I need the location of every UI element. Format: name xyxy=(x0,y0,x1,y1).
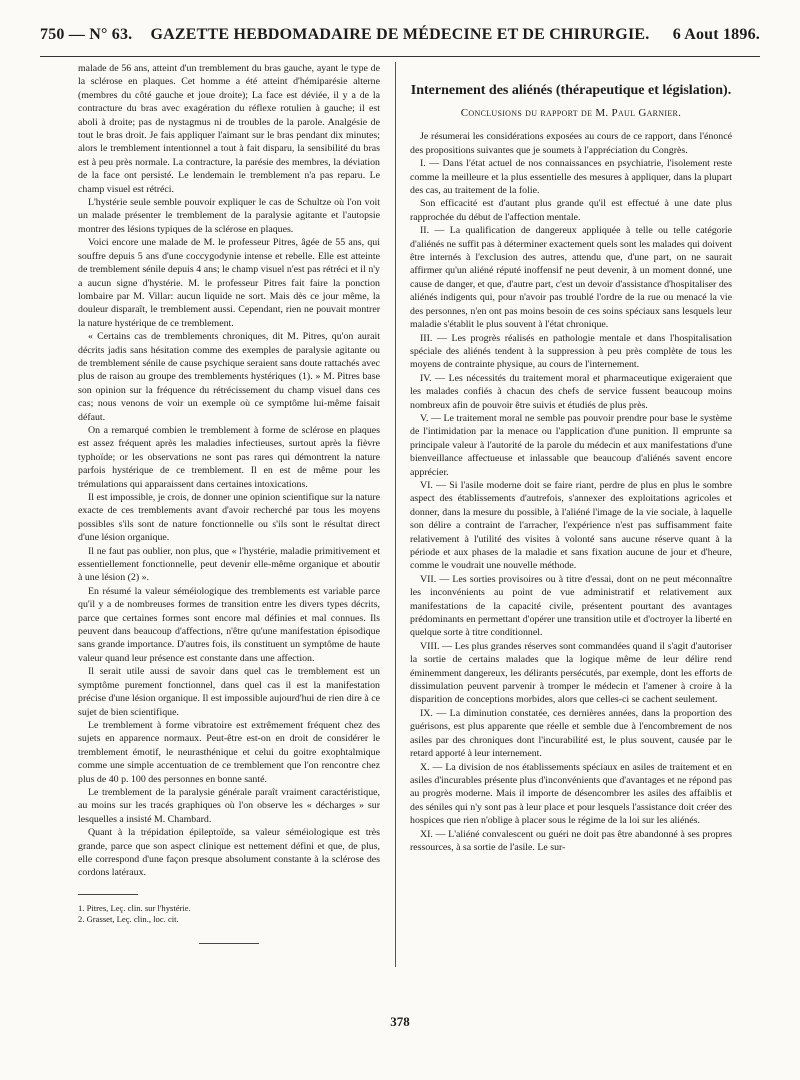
paragraph: IV. — Les nécessités du traitement moral et pharmaceutique exigeraient que les malades confiés à chacun des chefs de service fussent beaucoup moins nombreux afin de pouvoir être suivis et étudiés de plus près. xyxy=(410,372,732,411)
paragraph: malade de 56 ans, atteint d'un tremblement du bras gauche, ayant le type de la sclérose en plaques. Cet homme a été atteint d'hémiparésie alterne (membres du côté gauche et joue droite); La face est déviée, il y a de la contracture du bras avec exagération du réflexe rotulien à gauche; il est aboli à droite; pas de nystagmus ni de troubles de la parole. Analgésie de tout le bras droit. Je fais appliquer l'aimant sur le bras pendant dix minutes; alors le tremblement intentionnel a tout à fait disparu, la sensibilité du bras est à peu près normale. La contracture, la parésie des membres, la déviation de la face ont persisté. Le lendemain le tremblement n'a pas reparu. Le champ visuel est rétréci. xyxy=(78,63,380,195)
paragraph: IX. — La diminution constatée, ces dernières années, dans la proportion des guérisons, est plus apparente que réelle et semble due à l'encombrement de nos asiles par des chroniques dont l'incurabilité est, le plus souvent, causée par le retard apporté à leur internement. xyxy=(410,707,732,760)
article-subtitle: Conclusions du rapport de M. Paul Garnier. xyxy=(460,107,682,119)
column-divider xyxy=(395,62,396,967)
right-column xyxy=(410,62,732,1012)
paragraph: XI. — L'aliéné convalescent ou guéri ne doit pas être abandonné à ses propres ressources, à sa sortie de l'asile. Le sur- xyxy=(410,828,732,853)
paragraph: I. — Dans l'état actuel de nos connaissances en psychiatrie, l'isolement reste comme la meilleure et la plus essentielle des mesures à appliquer, dans la plupart des cas, au traitement de la folie. xyxy=(410,158,732,197)
header-page-issue: 750 — N° 63. xyxy=(40,26,133,43)
header-journal-title: GAZETTE HEBDOMADAIRE DE MÉDECINE ET DE CHIRURGIE. xyxy=(150,26,650,43)
header-date: 6 Aout 1896. xyxy=(672,26,760,43)
footnote-separator xyxy=(78,894,138,895)
paragraph: L'hystérie seule semble pouvoir expliquer le cas de Schultze où l'on voit un malade présenter le tremblement de la paralysie agitante et l'autopsie montrer des lésions typiques de la sclérose en plaques. xyxy=(78,197,380,235)
paragraph: VIII. — Les plus grandes réserves sont commandées quand il s'agit d'autoriser la sortie de certains malades que la logique même de leur délire rend éminemment dangereux, les délirants persécutés, par exemple, dont les efforts de dissimulation peuvent parvenir à tromper le médecin et l'amener à croire à la disparition de conceptions morbides, alors que celles-ci se cachent seulement. xyxy=(410,640,732,706)
footnote: 1. Pitres, Leç. clin. sur l'hystérie. xyxy=(78,902,191,913)
footnotes xyxy=(78,903,380,925)
header-rule xyxy=(40,56,760,57)
paragraph: Le tremblement à forme vibratoire est extrêmement fréquent chez des sujets en apparence normaux. Peut-être est-on en droit de considérer le tremblement émotif, le neurasthénique et celui du goitre exophtalmique comme une simple accentuation de ce tremblement que l'on rencontre chez plus de 40 p. 100 des personnes en bonne santé. xyxy=(78,719,380,785)
left-column xyxy=(78,62,380,1012)
paragraph: III. — Les progrès réalisés en pathologie mentale et dans l'hospitalisation spéciale des aliénés tendent à la suppression à peu près complète de tous les moyens de contrainte physique, au cours de l'internement. xyxy=(410,332,732,371)
paragraph: Quant à la trépidation épileptoïde, sa valeur séméiologique est très grande, parce que son aspect clinique est nettement défini et que, de plus, elle correspond d'une façon presque absolument constante à la sclérose des cordons latéraux. xyxy=(78,827,380,879)
paragraph: Je résumerai les considérations exposées au cours de ce rapport, dans l'énoncé des propositions suivantes que je soumets à l'appréciation du Congrès. xyxy=(410,131,732,156)
paragraph: Il est impossible, je crois, de donner une opinion scientifique sur la nature exacte de ces tremblements avant d'avoir recherché par tous les moyens possibles s'ils sont de nature fonctionnelle ou s'ils sont le résultat direct d'une lésion organique. xyxy=(78,492,380,544)
paragraph: On a remarqué combien le tremblement à forme de sclérose en plaques est assez fréquent après les maladies infectieuses, surtout après la fièvre typhoïde; or les observations ne sont pas rares qui démontrent la nature parfois hystérique de ce tremblement. Il en est de même pour les trémulations qui apparaissent dans certaines intoxications. xyxy=(78,424,380,490)
article-title: Internement des aliénés (thérapeutique et législation). xyxy=(410,83,732,98)
paragraph: Il serait utile aussi de savoir dans quel cas le tremblement est un symptôme purement fonctionnel, dans quel cas il est la manifestation précise d'une lésion organique. Il est impossible aujourd'hui de rien dire à ce sujet de bien scientifique. xyxy=(78,666,380,718)
page-number: 378 xyxy=(390,1014,410,1029)
paragraph: V. — Le traitement moral ne semble pas pouvoir prendre pour base le système de l'intimidation par la menace ou l'application d'une punition. Il emprunte sa principale valeur à l'autorité de la parole du médecin et aux manifestations d'une bienveillance affectueuse et inlassable que beaucoup d'aliénés savent encore apprécier. xyxy=(410,412,732,478)
paragraph: VII. — Les sorties provisoires ou à titre d'essai, dont on ne peut méconnaître les inconvénients au point de vue administratif et relativement aux manifestations de la capacité civile, présentent pourtant des avantages prédominants en permettant d'opérer une transition utile et d'octroyer la liberté en quelque sorte à titre conditionnel. xyxy=(410,573,732,639)
paragraph: X. — La division de nos établissements spéciaux en asiles de traitement et en asiles d'incurables présente plus d'inconvénients que d'avantages et ne répond pas au progrès moderne. Mais il importe de désencombrer les asiles des affaiblis et des séniles qui n'y sont pas à leur place et pour lesquels l'assistance doit créer des hospices que rien n'oblige à placer sous le régime de la loi sur les aliénés. xyxy=(410,761,732,827)
end-rule xyxy=(199,943,259,944)
paragraph: Son efficacité est d'autant plus grande qu'il est effectué à une date plus rapprochée du début de l'affection mentale. xyxy=(410,198,732,223)
running-header xyxy=(40,26,760,50)
paragraph: En résumé la valeur séméiologique des tremblements est variable parce qu'il y a de nombreuses formes de transition entre les divers types décrits, parce que certaines formes sont encore mal définies et mal connues. Ils peuvent dans beaucoup d'affections, n'être qu'une manifestation épisodique sans grande importance. D'autres fois, ils constituent un symptôme de haute valeur quand leur présence est constante dans une affection. xyxy=(78,585,380,664)
paragraph: II. — La qualification de dangereux appliquée à telle ou telle catégorie d'aliénés ne suffit pas à déterminer exactement quels sont les malades qui doivent être internés à l'exclusion des autres, attendu que, d'une part, on ne saurait affirmer qu'un aliéné réputé inoffensif ne peut devenir, à un moment donné, une cause de danger, et que, d'autre part, c'est un devoir d'assistance d'hospitaliser des aliénés indigents qui, pour n'avoir pas troublé l'ordre de la rue ou menacé la vie des personnes, n'en ont pas moins besoin de ces soins spéciaux sans lesquels leur maladie s'établit le plus souvent à l'état chronique. xyxy=(410,225,732,331)
paragraph: Il ne faut pas oublier, non plus, que « l'hystérie, maladie primitivement et essentiellement fonctionnelle, peut devenir elle-même organique et aboutir à une lésion (2) ». xyxy=(78,545,380,584)
footnote: 2. Grasset, Leç. clin., loc. cit. xyxy=(78,913,179,924)
paragraph: Voici encore une malade de M. le professeur Pitres, âgée de 55 ans, qui souffre depuis 5 ans d'une coccygodynie intense et rebelle. Elle est atteinte de tremblement sénile depuis 4 ans; le champ visuel n'est pas rétréci et il n'y a aucun signe d'hystérie. M. le professeur Pitres fait faire la ponction lombaire par M. Villar: aucun liquide ne sort. Mais dès ce jour même, la douleur disparaît, le tremblement aussi. Cependant, rien ne pouvait montrer la nature hystérique de ce tremblement. xyxy=(78,237,380,329)
paragraph: « Certains cas de tremblements chroniques, dit M. Pitres, qu'on aurait décrits jadis sans hésitation comme des exemples de paralysie agitante ou de tremblement sénile de cause psychique seraient sans doute rattachés avec plus de raison au groupe des tremblements hystériques (1). » M. Pitres base son opinion sur la fréquence du rétrécissement du champ visuel dans ces cas; nous venons de voir un exemple où ce symptôme lui-même faisait défaut. xyxy=(78,331,380,423)
paragraph: Le tremblement de la paralysie générale paraît vraiment caractéristique, au moins sur les tracés graphiques où l'on observe les « décharges » sur lesquelles a insisté M. Chambard. xyxy=(78,786,380,825)
paragraph: VI. — Si l'asile moderne doit se faire riant, perdre de plus en plus le sombre aspect des établissements d'autrefois, s'annexer des exploitations agricoles et donner, dans la mesure du possible, à l'aliéné l'image de la vie sociale, à laquelle son délire a contraint de l'arracher, l'expérience n'est pas suffisamment faite relativement à l'utilité des visites à volonté sans aucune réserve quant à la période et aux phases de la maladie et sans fixation aucune de jour et d'heure, comme le voudrait une nouvelle méthode. xyxy=(410,479,732,572)
